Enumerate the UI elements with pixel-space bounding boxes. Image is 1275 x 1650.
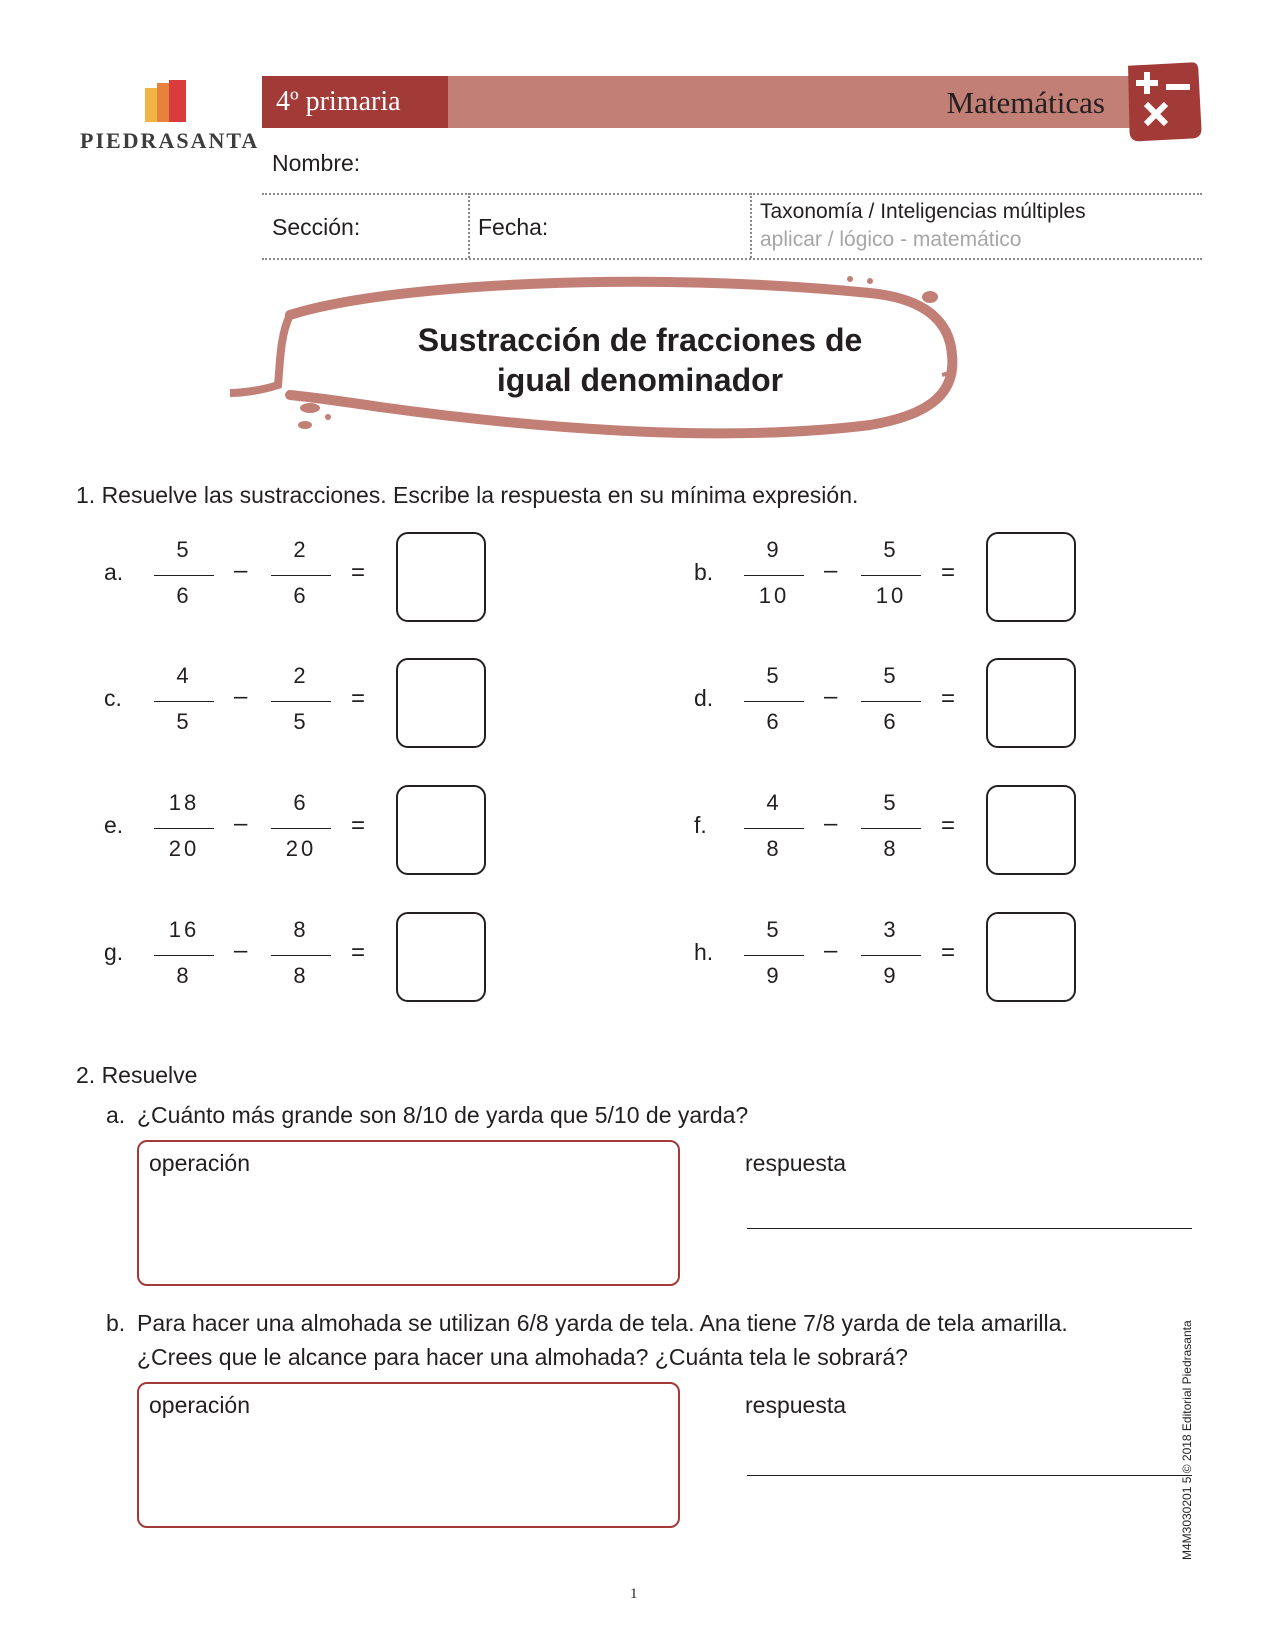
fraction-bar bbox=[154, 828, 214, 829]
title-line-1: Sustracción de fracciones de bbox=[417, 322, 863, 358]
piedrasanta-logo-icon bbox=[145, 80, 190, 122]
minus-sign: – bbox=[824, 810, 838, 837]
answer-box[interactable] bbox=[396, 532, 486, 622]
answer-box[interactable] bbox=[986, 532, 1076, 622]
taxonomy-label: Taxonomía / Inteligencias múltiples bbox=[760, 200, 1086, 223]
fraction-bar bbox=[154, 701, 214, 702]
fraction-2-numerator: 2 bbox=[293, 537, 309, 562]
minus-sign: – bbox=[234, 683, 248, 710]
fraction-1-denominator: 6 bbox=[766, 709, 782, 734]
answer-box[interactable] bbox=[986, 658, 1076, 748]
fraction-bar bbox=[271, 701, 331, 702]
problem-2a-letter: a. bbox=[106, 1102, 126, 1128]
fraction-2-numerator: 6 bbox=[293, 790, 309, 815]
fraction-bar bbox=[744, 701, 804, 702]
fraction-bar bbox=[744, 575, 804, 576]
answer-box[interactable] bbox=[986, 785, 1076, 875]
problem-2b-letter: b. bbox=[106, 1310, 126, 1336]
fraction-bar bbox=[154, 575, 214, 576]
title-line-2: igual denominador bbox=[496, 362, 784, 398]
fraction-1-denominator: 8 bbox=[766, 836, 782, 861]
fraction-bar bbox=[744, 828, 804, 829]
fraction-2-denominator: 10 bbox=[875, 583, 907, 608]
operation-label: operación bbox=[149, 1392, 251, 1418]
nombre-label: Nombre: bbox=[272, 150, 361, 176]
answer-line[interactable] bbox=[747, 1228, 1192, 1229]
fraction-2-numerator: 2 bbox=[293, 663, 309, 688]
problem-letter: f. bbox=[694, 812, 707, 838]
divider bbox=[262, 193, 1202, 195]
fraction-2-denominator: 9 bbox=[883, 963, 899, 988]
answer-box[interactable] bbox=[396, 785, 486, 875]
fraction-2-numerator: 3 bbox=[883, 917, 899, 942]
equals-sign: = bbox=[351, 812, 366, 839]
fraction-2-denominator: 20 bbox=[285, 836, 317, 861]
fraction-2-denominator: 5 bbox=[293, 709, 309, 734]
minus-sign: – bbox=[824, 683, 838, 710]
problem-letter: c. bbox=[104, 685, 122, 711]
equals-sign: = bbox=[941, 812, 956, 839]
operation-box[interactable] bbox=[137, 1382, 680, 1528]
answer-box[interactable] bbox=[396, 658, 486, 748]
fraction-1-numerator: 4 bbox=[766, 790, 782, 815]
fraction-2-denominator: 6 bbox=[883, 709, 899, 734]
problem-letter: b. bbox=[694, 559, 714, 585]
equals-sign: = bbox=[941, 939, 956, 966]
fraction-1-denominator: 8 bbox=[176, 963, 192, 988]
fraction-1-denominator: 20 bbox=[168, 836, 200, 861]
equals-sign: = bbox=[941, 685, 956, 712]
fraction-bar bbox=[861, 955, 921, 956]
fraction-bar bbox=[861, 701, 921, 702]
seccion-label: Sección: bbox=[272, 214, 361, 240]
fraction-bar bbox=[154, 955, 214, 956]
fraction-1-denominator: 5 bbox=[176, 709, 192, 734]
divider bbox=[468, 193, 470, 258]
fraction-bar bbox=[861, 828, 921, 829]
minus-sign: – bbox=[824, 557, 838, 584]
taxonomy-value: aplicar / lógico - matemático bbox=[760, 228, 1022, 251]
footer-code: M4M3030201 5 © 2018 Editorial Piedrasanta bbox=[1180, 1320, 1194, 1560]
answer-label: respuesta bbox=[745, 1150, 847, 1176]
minus-sign: – bbox=[234, 937, 248, 964]
minus-sign: – bbox=[234, 557, 248, 584]
operation-box[interactable] bbox=[137, 1140, 680, 1286]
answer-label: respuesta bbox=[745, 1392, 847, 1418]
fraction-2-numerator: 5 bbox=[883, 790, 899, 815]
subject-label: Matemáticas bbox=[946, 85, 1105, 120]
divider bbox=[262, 258, 1202, 260]
problem-2b-text-line-2: ¿Crees que le alcance para hacer una almohada? ¿Cuánta tela le sobrará? bbox=[137, 1344, 908, 1370]
problem-letter: d. bbox=[694, 685, 714, 711]
grade-label: 4º primaria bbox=[262, 76, 448, 128]
fraction-1-numerator: 18 bbox=[168, 790, 200, 815]
fraction-1-numerator: 16 bbox=[168, 917, 200, 942]
brand-name: PIEDRASANTA bbox=[80, 128, 260, 153]
fraction-1-numerator: 9 bbox=[766, 537, 782, 562]
fraction-bar bbox=[744, 955, 804, 956]
fraction-1-numerator: 5 bbox=[176, 537, 192, 562]
minus-sign: – bbox=[824, 937, 838, 964]
fraction-1-numerator: 5 bbox=[766, 917, 782, 942]
fecha-label: Fecha: bbox=[478, 214, 549, 240]
fraction-1-denominator: 10 bbox=[758, 583, 790, 608]
equals-sign: = bbox=[941, 559, 956, 586]
equals-sign: = bbox=[351, 685, 366, 712]
problem-letter: a. bbox=[104, 559, 124, 585]
exercise-2-heading: 2. Resuelve bbox=[76, 1062, 198, 1088]
fraction-2-denominator: 6 bbox=[293, 583, 309, 608]
problem-letter: g. bbox=[104, 939, 124, 965]
exercise-1-heading: 1. Resuelve las sustracciones. Escribe la respuesta en su mínima expresión. bbox=[76, 482, 859, 508]
worksheet-title bbox=[330, 320, 950, 400]
equals-sign: = bbox=[351, 559, 366, 586]
divider bbox=[750, 193, 752, 258]
fraction-2-denominator: 8 bbox=[293, 963, 309, 988]
fraction-bar bbox=[271, 828, 331, 829]
problem-letter: h. bbox=[694, 939, 714, 965]
math-operations-icon bbox=[1122, 60, 1202, 146]
answer-line[interactable] bbox=[747, 1475, 1192, 1476]
fraction-1-numerator: 5 bbox=[766, 663, 782, 688]
operation-label: operación bbox=[149, 1150, 251, 1176]
fraction-2-numerator: 5 bbox=[883, 663, 899, 688]
fraction-2-numerator: 8 bbox=[293, 917, 309, 942]
answer-box[interactable] bbox=[986, 912, 1076, 1002]
equals-sign: = bbox=[351, 939, 366, 966]
fraction-1-numerator: 4 bbox=[176, 663, 192, 688]
problem-2a-text: ¿Cuánto más grande son 8/10 de yarda que 5/10 de yarda? bbox=[137, 1102, 749, 1128]
fraction-2-numerator: 5 bbox=[883, 537, 899, 562]
problem-2b-text-line-1: Para hacer una almohada se utilizan 6/8 yarda de tela. Ana tiene 7/8 yarda de tela amarilla. bbox=[137, 1310, 1068, 1336]
fraction-1-denominator: 6 bbox=[176, 583, 192, 608]
fraction-bar bbox=[861, 575, 921, 576]
answer-box[interactable] bbox=[396, 912, 486, 1002]
problem-letter: e. bbox=[104, 812, 124, 838]
minus-sign: – bbox=[234, 810, 248, 837]
fraction-bar bbox=[271, 955, 331, 956]
fraction-2-denominator: 8 bbox=[883, 836, 899, 861]
fraction-1-denominator: 9 bbox=[766, 963, 782, 988]
page-number: 1 bbox=[630, 1586, 638, 1602]
fraction-bar bbox=[271, 575, 331, 576]
